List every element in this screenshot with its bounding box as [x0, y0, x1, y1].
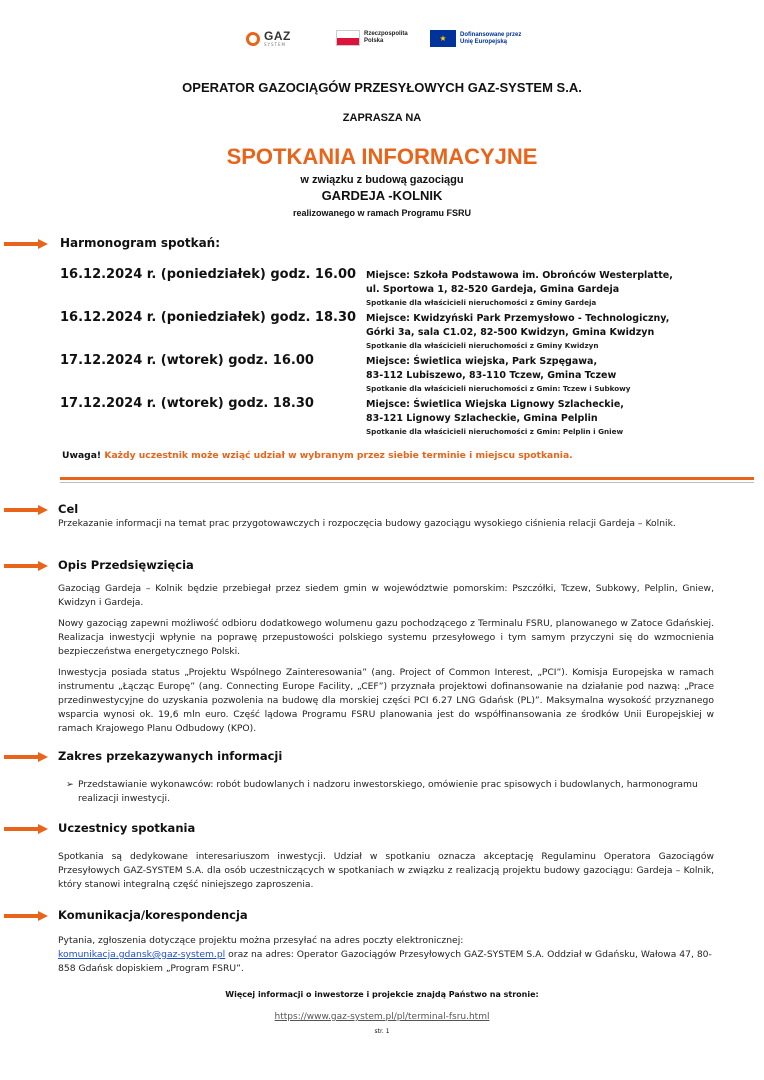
section-heading-opis: Opis Przedsięwzięcia: [58, 558, 194, 572]
website-link-wrap: [0, 1012, 764, 1022]
arrow-icon: [4, 505, 48, 515]
meeting-note: Spotkanie dla właścicieli nieruchomości z Gminy Gardeja: [366, 298, 597, 307]
more-info-text: Więcej informacji o inwestorze i projekcie znajdą Państwo na stronie:: [225, 990, 539, 999]
rzeczpospolita-logo: [336, 30, 408, 46]
meeting-place-line2: 83-112 Lubiszewo, 83-110 Tczew, Gmina Tczew: [366, 370, 617, 381]
arrow-icon: [4, 824, 48, 834]
meeting-place-line1: Miejsce: Świetlica wiejska, Park Szpęgawa,: [366, 356, 598, 367]
page-number: str. 1: [374, 1028, 390, 1035]
logo-pl-line2: Polska: [364, 38, 384, 44]
section-text-cel: Przekazanie informacji na temat prac przygotowawczych i rozpoczęcia budowy gazociągu wysokiego ciśnienia relacji Gardeja – Kolnik.: [58, 518, 676, 529]
gaz-system-logo-icon: [246, 32, 260, 46]
meeting-date: 16.12.2024 r. (poniedziałek) godz. 18.30: [60, 310, 357, 325]
zakres-item-text: Przedstawianie wykonawców: robót budowlanych i nadzoru inwestorskiego, omówienie prac spisowych i budowlanych, harmonogramu realizacji inwestycji.: [78, 779, 698, 804]
komunikacja-text-1: Pytania, zgłoszenia dotyczące projektu można przesyłać na adres poczty elektronicznej:: [58, 935, 464, 946]
meeting-place-line1: Miejsce: Szkoła Podstawowa im. Obrońców Westerplatte,: [366, 270, 673, 281]
subtitle-2: realizowanego w ramach Programu FSRU: [292, 208, 472, 218]
schedule-heading: Harmonogram spotkań:: [60, 236, 221, 250]
project-name: GARDEJA -KOLNIK: [321, 188, 443, 203]
meeting-place-line2: 83-121 Lignowy Szlacheckie, Gmina Pelplin: [366, 413, 598, 424]
uczestnicy-paragraph: Spotkania są dedykowane interesariuszom inwestycji. Udział w spotkaniu oznacza akceptację Regulaminu Operatora Gazociągów Przesyłowych GAZ-SYSTEM S.A. dla osób uczestniczących w spotkaniach w związku z realizacją projektu budowy gazociągu: Gardeja – Kolnik, który stanowi integralną część niniejszego zaproszenia.: [58, 851, 714, 890]
arrow-icon: [4, 752, 48, 762]
arrow-icon: [4, 911, 48, 921]
section-divider-thin: [60, 482, 754, 483]
invites-text: ZAPRASZA NA: [342, 112, 422, 124]
meeting-place-line1: Miejsce: Kwidzyński Park Przemysłowo - Technologiczny,: [366, 313, 670, 324]
list-item: [66, 778, 714, 806]
warning-text: Każdy uczestnik może wziąć udział w wybranym przez siebie terminie i miejscu spotkania.: [101, 450, 573, 461]
komunikacja-text-2: oraz na adres: Operator Gazociągów Przesyłowych GAZ-SYSTEM S.A. Oddział w Gdańsku, Wałowa 47, 80-858 Gdańsk dopiskiem „Program FSRU”.: [58, 949, 712, 974]
arrow-icon: [4, 561, 48, 571]
gaz-system-logo-subtext: SYSTEM: [264, 42, 286, 47]
bullet-arrow-icon: ➢: [66, 779, 74, 790]
subtitle-1: w związku z budową gazociągu: [300, 174, 464, 186]
logo-eu-line2: Unię Europejską: [460, 38, 508, 45]
operator-heading: OPERATOR GAZOCIĄGÓW PRZESYŁOWYCH GAZ-SYSTEM S.A.: [182, 80, 582, 95]
polish-flag-icon: [336, 30, 360, 46]
meeting-date: 16.12.2024 r. (poniedziałek) godz. 16.00: [60, 267, 357, 282]
meeting-place-line1: Miejsce: Świetlica Wiejska Lignowy Szlacheckie,: [366, 399, 624, 410]
section-heading-uczestnicy: Uczestnicy spotkania: [58, 821, 196, 835]
meeting-note: Spotkanie dla właścicieli nieruchomości z Gmin: Tczew i Subkowy: [366, 384, 631, 393]
meeting-date: 17.12.2024 r. (wtorek) godz. 18.30: [60, 396, 314, 411]
section-heading-cel: Cel: [58, 502, 79, 516]
section-heading-zakres: Zakres przekazywanych informacji: [58, 749, 283, 763]
gaz-system-logo-text: GAZ: [264, 29, 291, 43]
meeting-note: Spotkanie dla właścicieli nieruchomości z Gminy Kwidzyn: [366, 341, 599, 350]
section-divider: [60, 477, 754, 480]
logo-eu-line1: Dofinansowane przez: [460, 31, 522, 38]
meeting-note: Spotkanie dla właścicieli nieruchomości z Gmin: Pelplin i Gniew: [366, 427, 624, 436]
opis-paragraph-1: Gazociąg Gardeja – Kolnik będzie przebiegał przez siedem gmin w województwie pomorskim: Pszczółki, Tczew, Subkowy, Pelplin, Gniew, Kwidzyn i Gardeja.: [58, 583, 714, 608]
logo-pl-line1: Rzeczpospolita: [364, 31, 408, 37]
meeting-date: 17.12.2024 r. (wtorek) godz. 16.00: [60, 353, 314, 368]
meeting-place-line2: Górki 3a, sala C1.02, 82-500 Kwidzyn, Gmina Kwidzyn: [366, 327, 655, 338]
opis-paragraph-3: Inwestycja posiada status „Projektu Wspólnego Zainteresowania” (ang. Project of Common Interest, „PCI”). Komisja Europejska w ramach instrumentu „Łącząc Europę” (ang. Connecting Europe Facility, „CEF”) przyznała projektowi dofinansowanie na działanie pod nazwą: „Prace przedinwestycyjne do uzyskania pozwolenia na budowę dla morskiej części PCI 6.27 LNG Gdańsk (PL)”. Maksymalna wysokość przyznanego wsparcia wynosi ok. 19,6 mln euro. Część lądowa Programu FSRU planowania jest do współfinansowania ze środków Unii Europejskiej w ramach Krajowego Planu Odbudowy (KPO).: [58, 667, 714, 734]
eu-flag-icon: ★: [430, 30, 456, 47]
warning-note: [62, 450, 573, 461]
eu-funding-logo: [430, 30, 521, 47]
opis-paragraph-2: Nowy gazociąg zapewni możliwość odbioru dodatkowego wolumenu gazu pochodzącego z Terminalu FSRU, planowanego w Zatoce Gdańskiej. Realizacja inwestycji wpłynie na poprawę przepustowości polskiego systemu przesyłowego i tym samym przyczyni się do wzmocnienia bezpieczeństwa energetycznego Polski.: [58, 618, 714, 657]
website-link[interactable]: https://www.gaz-system.pl/pl/terminal-fsru.html: [274, 1012, 490, 1022]
email-link[interactable]: komunikacja.gdansk@gaz-system.pl: [58, 949, 226, 960]
komunikacja-paragraph: [58, 934, 714, 976]
meeting-place-line2: ul. Sportowa 1, 82-520 Gardeja, Gmina Gardeja: [366, 284, 620, 295]
arrow-icon: [4, 239, 48, 249]
page-title: SPOTKANIA INFORMACYJNE: [226, 144, 538, 169]
section-heading-komunikacja: Komunikacja/korespondencja: [58, 908, 248, 922]
gaz-system-logo: [246, 30, 291, 47]
warning-label: Uwaga!: [62, 450, 102, 461]
